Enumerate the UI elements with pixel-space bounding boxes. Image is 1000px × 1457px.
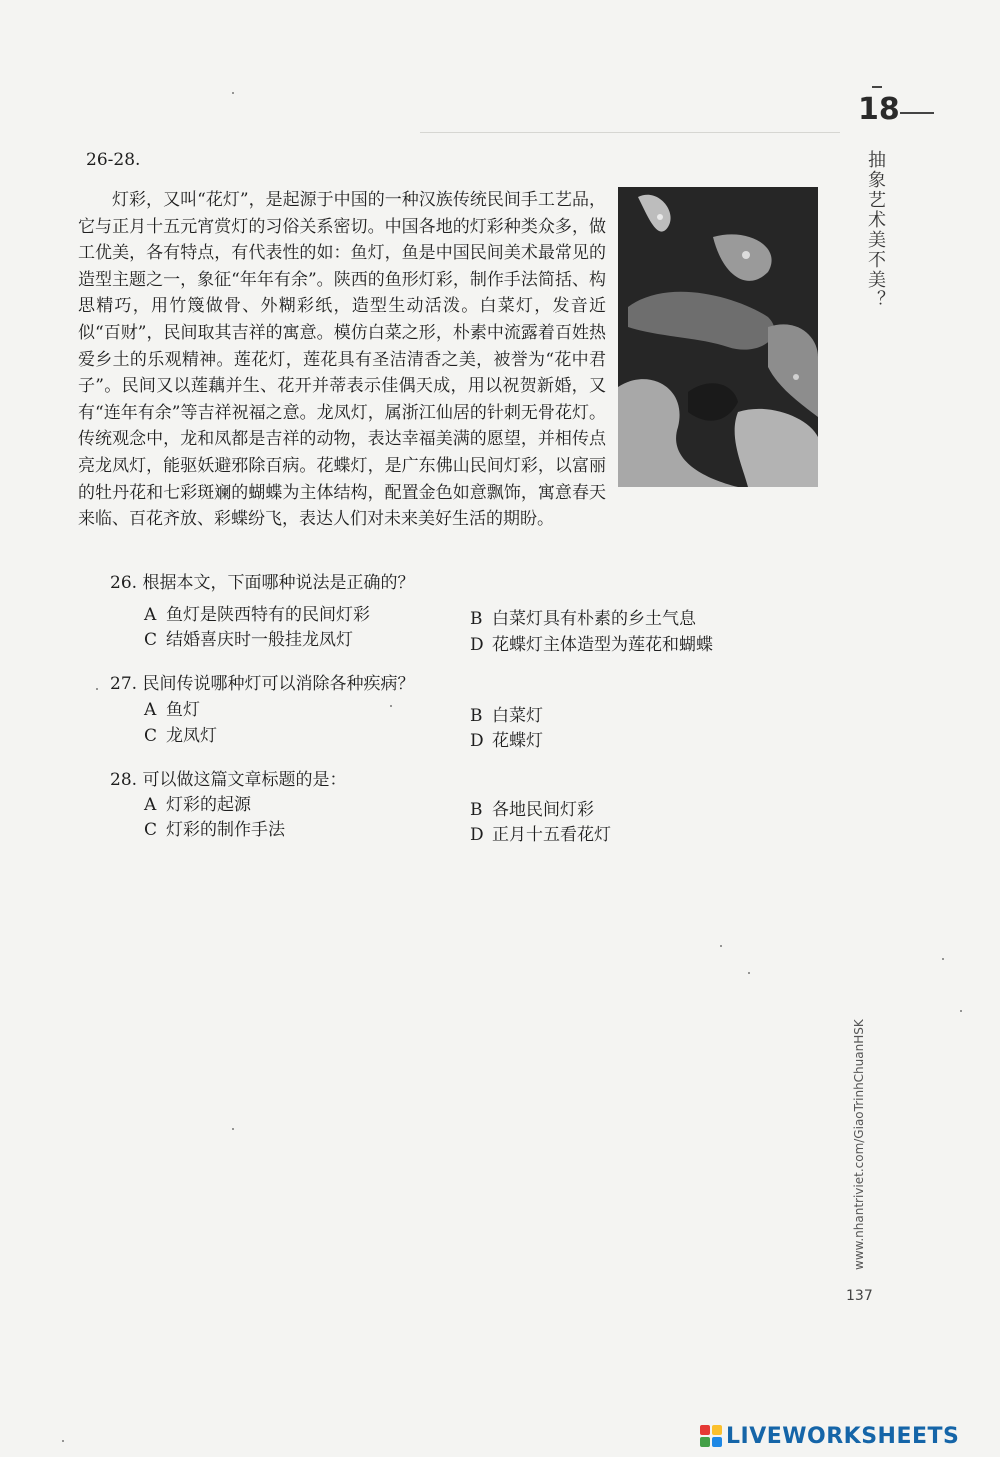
lantern-photo-graphic bbox=[618, 187, 818, 487]
question-stem: 26. 根据本文，下面哪种说法是正确的？ bbox=[110, 573, 415, 593]
liveworksheets-logo[interactable] bbox=[700, 1421, 959, 1451]
scan-speck bbox=[720, 945, 722, 947]
option-c[interactable]: C 结婚喜庆时一般挂龙凤灯 bbox=[144, 630, 353, 650]
scan-speck bbox=[232, 92, 234, 94]
publisher-url: www.nhantriviet.com/GiaoTrinhChuanHSK bbox=[852, 1019, 866, 1270]
scan-speck bbox=[748, 972, 750, 974]
option-a[interactable]: A 灯彩的起源 bbox=[144, 795, 251, 815]
unit-number: 18 bbox=[858, 92, 900, 127]
option-d[interactable]: D 花蝶灯 bbox=[470, 731, 543, 751]
option-b[interactable]: B 白菜灯具有朴素的乡土气息 bbox=[470, 609, 696, 629]
bleed-through-header bbox=[420, 108, 840, 133]
liveworksheets-logo-icon bbox=[700, 1425, 722, 1447]
scan-speck bbox=[942, 958, 944, 960]
unit-rule bbox=[900, 112, 934, 114]
question-range-label: 26-28. bbox=[86, 150, 141, 170]
liveworksheets-logo-text: LIVEWORKSHEETS bbox=[726, 1423, 960, 1449]
option-a[interactable]: A 鱼灯是陕西特有的民间灯彩 bbox=[144, 605, 370, 625]
option-b[interactable]: B 各地民间灯彩 bbox=[470, 800, 594, 820]
scan-speck bbox=[232, 1128, 234, 1130]
lantern-photo bbox=[618, 187, 818, 487]
option-a[interactable]: A 鱼灯 bbox=[144, 700, 200, 720]
scan-speck bbox=[390, 705, 392, 707]
option-d[interactable]: D 花蝶灯主体造型为莲花和蝴蝶 bbox=[470, 635, 713, 655]
passage-text: 灯彩，又叫“花灯”，是起源于中国的一种汉族传统民间手工艺品，它与正月十五元宵赏灯的习俗关系密切。中国各地的灯彩种类众多，做工优美，各有特点，有代表性的如：鱼灯，鱼是中国民间美术最常见的造型主题之一，象征“年年有余”。陕西的鱼形灯彩，制作手法简括、构思精巧，用竹篾做骨、外糊彩纸，造型生动活泼。白菜灯，发音近似“百财”，民间取其吉祥的寓意。模仿白菜之形，朴素中流露着百姓热爱乡土的乐观精神。莲花灯，莲花具有圣洁清香之美，被誉为“花中君子”。民间又以莲藕并生、花开并蒂表示佳偶天成，用以祝贺新婚，又有“连年有余”等吉祥祝福之意。龙凤灯，属浙江仙居的针刺无骨花灯。传统观念中，龙和凤都是吉祥的动物，表达幸福美满的愿望，并相传点亮龙凤灯，能驱妖避邪除百病。花蝶灯，是广东佛山民间灯彩，以富丽的牡丹花和七彩斑斓的蝴蝶为主体结构，配置金色如意飘饰，寓意春天来临、百花齐放、彩蝶纷飞，表达人们对未来美好生活的期盼。 bbox=[78, 190, 606, 530]
unit-title: 抽象艺术美不美？ bbox=[865, 150, 886, 310]
scan-speck bbox=[960, 1010, 962, 1012]
option-c[interactable]: C 龙凤灯 bbox=[144, 726, 217, 746]
option-d[interactable]: D 正月十五看花灯 bbox=[470, 825, 611, 845]
scan-speck bbox=[62, 1440, 64, 1442]
question-stem: 28. 可以做这篇文章标题的是： bbox=[110, 770, 347, 790]
unit-tick-mark bbox=[872, 86, 882, 88]
reading-passage bbox=[78, 187, 818, 533]
page-number: 137 bbox=[846, 1288, 873, 1304]
scan-speck bbox=[96, 688, 98, 690]
option-b[interactable]: B 白菜灯 bbox=[470, 706, 543, 726]
option-c[interactable]: C 灯彩的制作手法 bbox=[144, 820, 285, 840]
question-stem: 27. 民间传说哪种灯可以消除各种疾病？ bbox=[110, 674, 415, 694]
